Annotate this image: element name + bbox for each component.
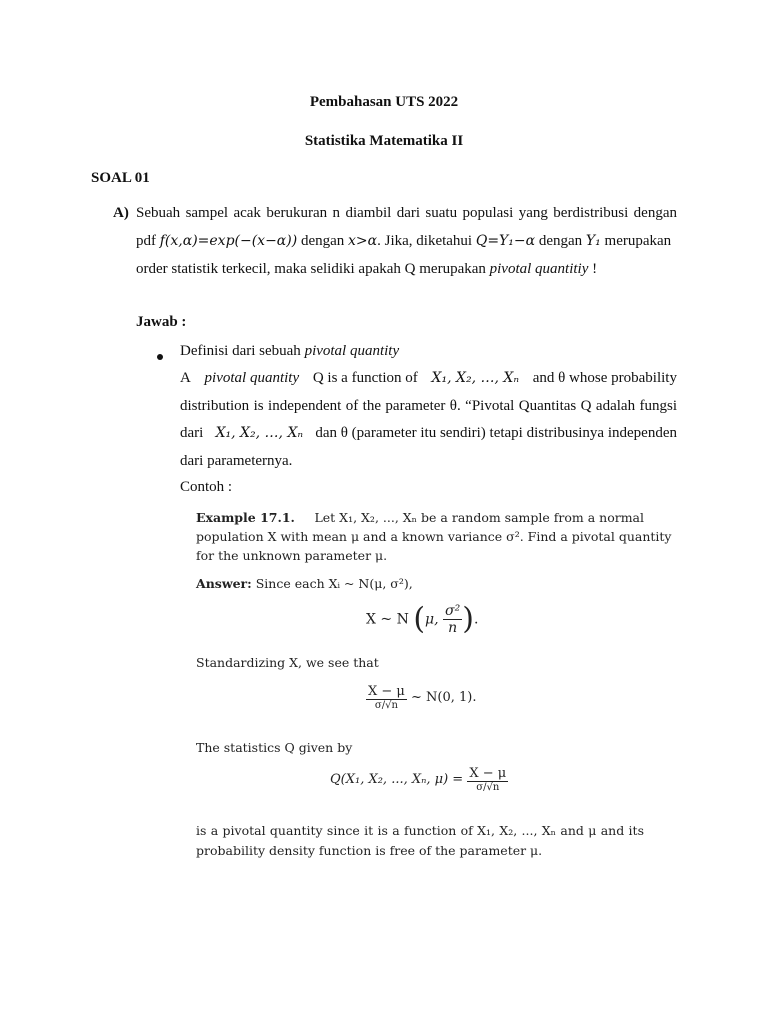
def-vars: X₁, X₂, …, Xₙ: [431, 370, 520, 386]
definition-line-1: [180, 370, 677, 387]
eq3-den: σ/√n: [476, 782, 500, 793]
example-answer-label: Answer:: [196, 576, 252, 591]
y1-symbol: Y₁: [585, 233, 601, 249]
example-answer-text: Since each Xᵢ ~ N(μ, σ²),: [255, 576, 413, 591]
section-heading: SOAL 01: [91, 170, 150, 186]
question-line-1: Sebuah sampel acak berukuran n diambil dari suatu populasi yang berdistribusi dengan: [136, 205, 677, 221]
bullet-text-italic: pivotal quantity: [304, 343, 400, 359]
eq1-mu: μ,: [425, 611, 439, 628]
def3-rest: dan θ (parameter itu sendiri) tetapi distribusinya independen: [315, 425, 677, 441]
example-text-1: Let X₁, X₂, ..., Xₙ be a random sample from a normal: [314, 510, 644, 525]
eq1-lhs: X ~ N: [366, 611, 409, 628]
eq1-close-paren: ): [462, 601, 474, 637]
answer-line: [196, 576, 413, 591]
contoh-label: Contoh :: [180, 479, 233, 495]
equation-3: [330, 766, 508, 793]
jika-text: . Jika, diketahui: [377, 233, 473, 249]
eq2-rhs: ~ N(0, 1).: [411, 690, 477, 705]
equation-1: [366, 603, 478, 636]
page-title: Pembahasan UTS 2022: [309, 94, 459, 110]
definition-line-4: dari parameternya.: [180, 453, 293, 469]
def-theta: and θ whose probability: [532, 370, 677, 386]
pdf-label: pdf: [136, 233, 156, 249]
conclusion-line-1: is a pivotal quantity since it is a function of X₁, X₂, ..., Xₙ and μ and its: [196, 823, 644, 838]
definition-line-2: distribution is independent of the parameter θ. “Pivotal Quantitas Q adalah fungsi: [180, 398, 677, 414]
def3-vars: X₁, X₂, …, Xₙ: [215, 425, 304, 441]
eq1-fraction: [443, 603, 462, 636]
example-line-1: [196, 510, 644, 525]
pdf-formula: f(x,α)=exp(−(x−α)): [159, 233, 298, 249]
eq3-num: X − μ: [469, 766, 507, 781]
bullet-text: [180, 343, 399, 360]
example-line-3: for the unknown parameter μ.: [196, 548, 388, 563]
eq2-fraction: [366, 684, 407, 711]
question-line-3: [136, 261, 597, 278]
page-subtitle: Statistika Matematika II: [304, 133, 464, 149]
bullet-icon: [157, 354, 163, 360]
definition-line-3: [180, 425, 677, 442]
question-line-2: [136, 233, 671, 250]
eq1-open-paren: (: [413, 601, 426, 637]
eq1-den: n: [448, 620, 458, 636]
standardizing-line: Standardizing X, we see that: [196, 655, 379, 670]
question-line-3-text: order statistik terkecil, maka selidiki apakah Q merupakan: [136, 261, 486, 277]
example-line-2: population X with mean μ and a known variance σ². Find a pivotal quantity: [196, 529, 672, 544]
statistics-line: The statistics Q given by: [196, 740, 353, 755]
example-heading: Example 17.1.: [196, 510, 295, 525]
eq2-den: σ/√n: [374, 700, 398, 711]
conclusion-line-2: probability density function is free of the parameter μ.: [196, 843, 543, 858]
dengan-text: dengan: [300, 233, 345, 249]
eq2-num: X − μ: [368, 684, 405, 699]
eq1-num: σ²: [445, 603, 461, 619]
def-function-of: Q is a function of: [312, 370, 418, 386]
dengan-text-2: dengan: [538, 233, 583, 249]
def-a: A: [180, 370, 191, 386]
question-end: !: [588, 261, 598, 277]
bullet-text-plain: Definisi dari sebuah: [180, 343, 301, 359]
equation-2: [366, 684, 477, 711]
merupakan-text: merupakan: [604, 233, 672, 249]
answer-label: Jawab :: [136, 314, 187, 330]
def3-dari: dari: [180, 425, 204, 441]
q-formula: Q=Y₁−α: [475, 233, 536, 249]
question-label: A): [113, 205, 129, 221]
eq1-period: .: [473, 611, 479, 628]
condition-formula: x>α: [348, 233, 378, 249]
eq3-lhs: Q(X₁, X₂, ..., Xₙ, μ) =: [330, 772, 464, 787]
def-italic: pivotal quantity: [204, 370, 300, 386]
pivotal-term: pivotal quantitiy: [489, 261, 589, 277]
eq3-fraction: [467, 766, 508, 793]
